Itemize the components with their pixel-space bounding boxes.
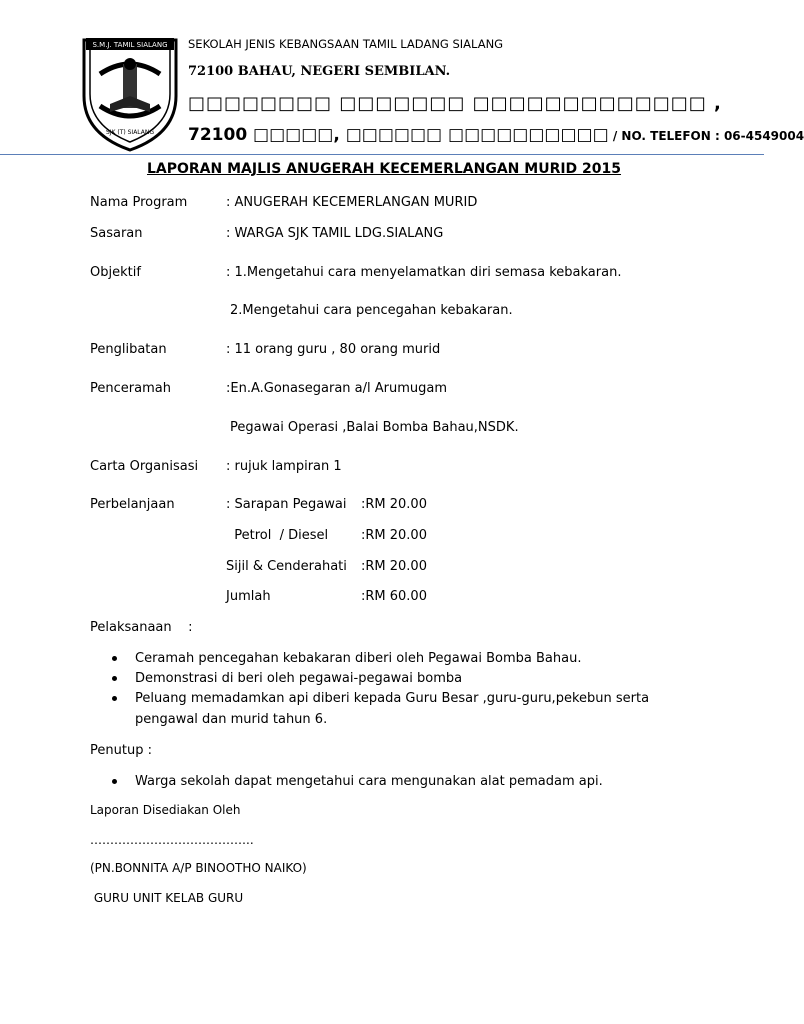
logo-bottom-text: SJK (T) SIALANG	[105, 129, 155, 136]
expense-amount: :RM 20.00	[361, 497, 427, 512]
value-nama-program: : ANUGERAH KECEMERLANGAN MURID	[226, 195, 478, 210]
expense-amount: :RM 60.00	[361, 589, 427, 604]
header-phone: / NO. TELEFON : 06-4549004	[608, 129, 804, 143]
school-logo	[78, 34, 182, 154]
value-sasaran: : WARGA SJK TAMIL LDG.SIALANG	[226, 226, 444, 241]
preparer-name: (PN.BONNITA A/P BINOOTHO NAIKO)	[90, 861, 307, 875]
expense-item: Petrol / Diesel	[226, 528, 329, 543]
list-item: Warga sekolah dapat mengetahui cara mengunakan alat pemadam api.	[135, 774, 603, 789]
bullet-icon	[112, 696, 117, 701]
preparer-role: GURU UNIT KELAB GURU	[90, 891, 244, 905]
list-item: Ceramah pencegahan kebakaran diberi oleh Pegawai Bomba Bahau.	[135, 651, 582, 666]
expense-item: : Sarapan Pegawai	[226, 497, 347, 512]
expense-item: Sijil & Cenderahati	[226, 559, 347, 574]
bullet-icon	[112, 779, 117, 784]
header-school-name: SEKOLAH JENIS KEBANGSAAN TAMIL LADANG SIALANG	[188, 37, 504, 51]
list-item: Peluang memadamkan api diberi kepada Guru Besar ,guru-guru,pekebun serta	[135, 691, 650, 706]
report-title: LAPORAN MAJLIS ANUGERAH KECEMERLANGAN MURID 2015	[146, 161, 622, 177]
list-item: Demonstrasi di beri oleh pegawai-pegawai bomba	[135, 671, 463, 686]
header-tamil-name: □□□□□□□□ □□□□□□□ □□□□□□□□□□□□□ ,	[188, 93, 722, 114]
label-penglibatan: Penglibatan	[90, 342, 167, 357]
value-objektif-1: : 1.Mengetahui cara menyelamatkan diri semasa kebakaran.	[226, 265, 622, 280]
header-divider	[0, 154, 764, 155]
header-tamil-address: 72100 □□□□□, □□□□□□ □□□□□□□□□□	[188, 125, 609, 145]
header-address-line2	[188, 125, 804, 145]
header-address: 72100 BAHAU, NEGERI SEMBILAN.	[188, 64, 451, 79]
penutup-heading: Penutup :	[90, 743, 152, 758]
value-penglibatan: : 11 orang guru , 80 orang murid	[226, 342, 441, 357]
value-penceramah-2: Pegawai Operasi ,Balai Bomba Bahau,NSDK.	[230, 420, 519, 435]
logo-top-text: S.M.J. TAMIL SIALANG	[92, 41, 168, 49]
label-objektif: Objektif	[90, 265, 141, 280]
expense-item: Jumlah	[226, 589, 271, 604]
bullet-icon	[112, 676, 117, 681]
value-penceramah: :En.A.Gonasegaran a/l Arumugam	[226, 381, 448, 396]
pelaksanaan-heading: Pelaksanaan :	[90, 620, 193, 635]
label-nama-program: Nama Program	[90, 195, 188, 210]
prepared-by-label: Laporan Disediakan Oleh	[90, 803, 241, 817]
label-carta-organisasi: Carta Organisasi	[90, 459, 199, 474]
expense-amount: :RM 20.00	[361, 528, 427, 543]
label-perbelanjaan: Perbelanjaan	[90, 497, 175, 512]
bullet-icon	[112, 656, 117, 661]
label-sasaran: Sasaran	[90, 226, 143, 241]
value-carta-organisasi: : rujuk lampiran 1	[226, 459, 342, 474]
expense-amount: :RM 20.00	[361, 559, 427, 574]
list-item-continuation: pengawal dan murid tahun 6.	[135, 712, 328, 727]
label-penceramah: Penceramah	[90, 381, 171, 396]
signature-line: …………………………………..	[90, 833, 254, 847]
value-objektif-2: 2.Mengetahui cara pencegahan kebakaran.	[230, 303, 513, 318]
